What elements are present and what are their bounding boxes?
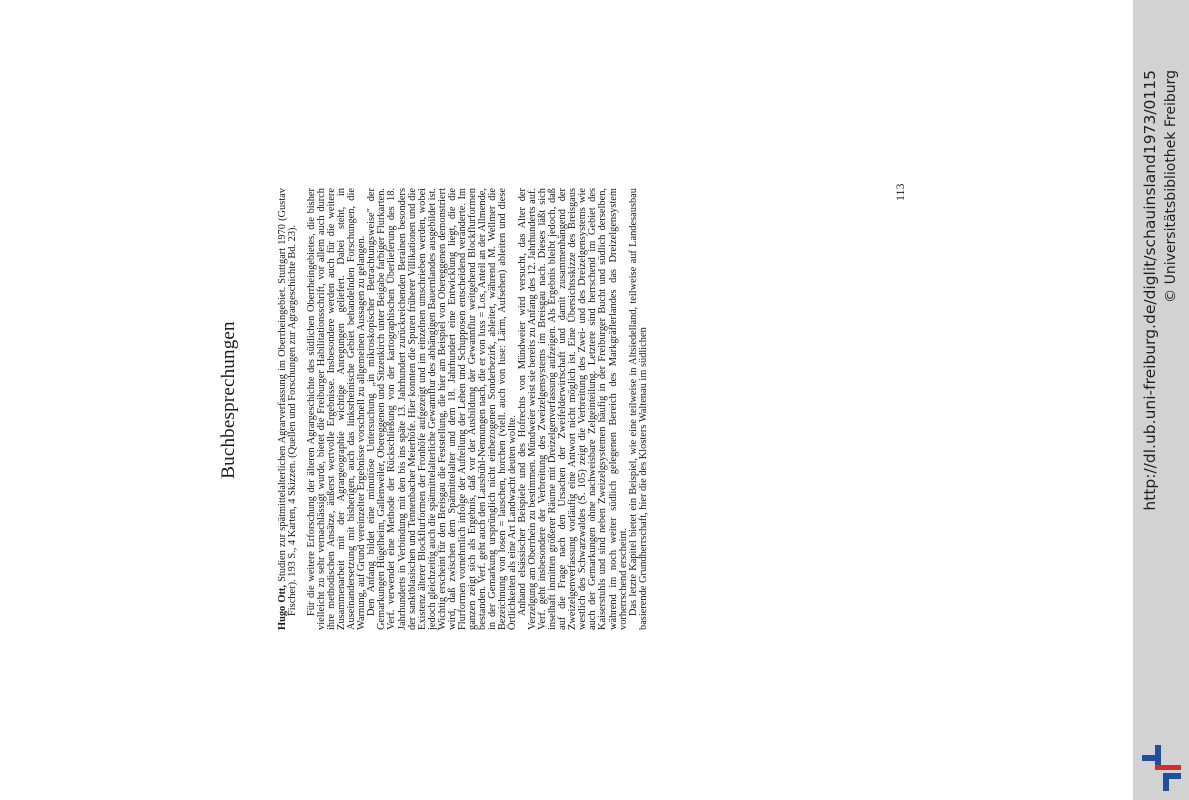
page-number: 113 [893, 183, 907, 201]
book-citation: Studien zur spätmittelalterlichen Agrarverfassung im Oberrheingebiet. Stuttgart 1970 (Gustav Fischer). 193 S., 4 Karten, 4 Skizzen. (Quellen und Forschungen zur Agrargeschichte Bd. 23). [277, 188, 299, 616]
citation-line [278, 188, 298, 630]
logo-bar-mid [1155, 765, 1181, 770]
review-paragraph: Das letzte Kapitel bietet ein Beispiel, wie eine teilweise in Altsiedelland, teilweise auf Landesausbau basierende Grundherrschaft, hier die des Klosters Waltenau im südlichen [627, 188, 649, 630]
source-url-link[interactable]: http://dl.ub.uni-freiburg.de/diglit/schauinsland1973/0115 [1141, 70, 1159, 511]
review-text [278, 188, 649, 630]
logo-bar-bottom [1163, 773, 1169, 791]
ub-freiburg-logo-icon [1141, 743, 1183, 793]
review-paragraph: Anhand elsässischer Beispiele und des Hofrechts von Mündweier wird versucht, das Alter der Verzelgung am Oberrhein zu bestimmen. Mündweier weist sie bereits zu Anfang des 12. Jahrhunderts auf. Verf. geht insbesondere der Verbreitung des Zweizelgensystems im Breisgau nach. Dieses läßt sich inselhaft inmitten größerer Räume mit Dreizelgenverfassung aufzeigen. Als Ergebnis bleibt jedoch, daß auf die Frage nach den Ursachen der Zweifelderwirtschaft und damit zusammenhängend der Zweizelgenverfassung vorläufig eine Antwort nicht möglich ist. Eine Übersichtsskizze des Breisgaus westlich des Schwarzwaldes (S. 105) zeigt die Verbreitung des Zwei- und des Dreizelgensystems wie auch der Gemarkungen ohne nachweisbare Zelgeinteilung. Letztere sind herrschend im Gebiet des Kaiserstuhls und sind neben Zweizelgsystemen häufig in der Freiburger Bucht und südlich derselben, während im noch weiter südlich gelegenen Bereich des Markgräflerlandes das Dreizelgensystem vorherrschend erscheint. [517, 188, 629, 630]
attribution-text [1133, 0, 1189, 800]
logo-bar-left [1142, 755, 1160, 761]
author-name: Hugo Ott, [277, 585, 288, 630]
copyright-notice: © Universitätsbibliothek Freiburg [1163, 70, 1179, 303]
attribution-sidebar [1133, 0, 1189, 800]
review-paragraph: Für die weitere Erforschung der älteren Agrargeschichte des südlichen Oberrheingebietes, die bisher vielleicht zu sehr vernachlässigt wurde, bietet die Freiburger Habilitationsschrift, vor allem auch durch ihre methodischen Ansätze, äußerst wertvolle Ergebnisse. Insbesondere werden auch für die weitere Zusammenarbeit mit der Agrargeographie wichtige Anregungen geliefert. Dabei steht, in Auseinandersetzung mit bisherigen, auch das linksrheinische Gebiet behandelnden Forschungen, die Warnung, auf Grund vereinzelter Ergebnisse vorschnell zu allgemeinen Aussagen zu gelangen. [306, 188, 368, 630]
page-heading: Buchbesprechungen [218, 321, 239, 479]
review-paragraph: Den Anfang bildet eine minutiöse Untersuchung „in mikroskopischer Betrachtungsweise" der Gemarkungen Hügelheim, Gallenweiler, Obereggenen und Sitzenkirch unter Beigabe farbiger Flurkarten. Verf. verwendet eine Methode der Rückschließung von der kartographischen Überlieferung des 18. Jahrhunderts in Verbindung mit den bis ins späte 13. Jahrhundert zurückreichenden Berainen besonders der sanktblasischen und Tennenbacher Meierhöfe. Hier konnten die Spuren früherer Villikationen und die Existenz älterer Blockflurformen der Fronhöfe aufgezeigt und im einzelnen umschrieben werden, wobei jedoch gleichzeitig auch die spätmittelalterliche Gewannflur des abhängigen Bauernlandes ausgebildet ist. Wichtig erscheint für den Breisgau die Feststellung, die hier am Beispiel von Obereggenen demonstriert wird, daß zwischen dem Spätmittelalter und dem 18. Jahrhundert eine Entwicklung liegt, die die Flurformen vornehmlich infolge der Aufteilung der Lehen und Schupposen entscheidend veränderte. Im ganzen zeigt sich als Ergebnis, daß vor der Ausbildung der Gewannflur weitgehend Blockflurformen bestanden. Verf. geht auch den Lausbühl-Nennungen nach, die er von luss = Los, Anteil an der Allmende, in der Gemarkung ursprünglich nicht einbezogenen Sonderbezirk, ableitet, während M. Wellmer die Bezeichnung von losen = lauschen, horchen (viell. auch von luse: Lärm, Aufsehen) ableiten und diese Örtlichkeiten als eine Art Landwacht deuten wollte. [366, 188, 519, 630]
